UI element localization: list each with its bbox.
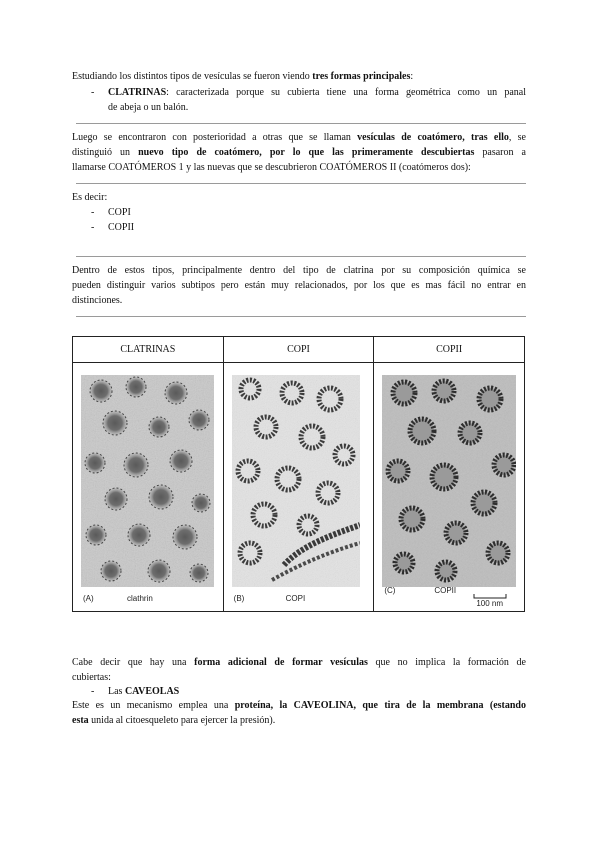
list-item-copii: COPII <box>108 222 135 233</box>
header-clatrinas: CLATRINAS <box>73 337 224 363</box>
panel-c-name: COPII <box>434 586 457 595</box>
cabe-line3 <box>72 698 526 713</box>
divider <box>76 256 526 257</box>
coatomero-line3: llamarse COATÓMEROS 1 y las nuevas que se descubrieron COATÓMEROS II (coatómeros dos): <box>72 162 471 173</box>
bullet-dash: - <box>91 207 95 218</box>
cabe-bold: que tira de la membrana (estando <box>356 700 526 711</box>
divider <box>76 183 526 184</box>
dentro-line3: distinciones. <box>72 295 123 306</box>
copii-image <box>382 375 516 609</box>
cabe-bold: esta <box>72 715 89 726</box>
bullet-dash: - <box>91 686 95 697</box>
scale-bar-label: 100 nm <box>476 599 503 608</box>
cabe-bold: forma adicional de formar vesículas <box>194 657 368 668</box>
coatomero-text-end: pasaron a <box>474 147 526 158</box>
divider <box>76 316 526 317</box>
coatomero-text: distinguió un <box>72 147 139 158</box>
caveolas-prefix: Las <box>108 686 125 697</box>
intro-line <box>72 69 413 84</box>
bullet-dash: - <box>91 87 95 98</box>
panel-b-letter: (B) <box>233 594 245 603</box>
cabe-text: Este es un mecanismo emplea una <box>72 700 235 711</box>
panel-clathrin-cell <box>73 363 224 612</box>
es-decir-heading: Es decir: <box>72 192 108 203</box>
intro-text: Estudiando los distintos tipos de vesículas se fueron viendo <box>72 71 313 82</box>
cabe-text: Cabe decir que hay una <box>72 657 195 668</box>
header-copii: COPII <box>374 337 525 363</box>
caveolas-bold: CAVEOLAS <box>124 686 180 697</box>
coatomero-text: Luego se encontraron con posterioridad a otras que se llaman <box>72 132 358 143</box>
clathrin-micrograph <box>81 375 214 609</box>
cabe-line1 <box>72 655 526 670</box>
divider <box>76 123 526 124</box>
coatomero-line2 <box>72 145 526 160</box>
bullet-dash: - <box>91 222 95 233</box>
coatomero-text-end: , se <box>508 132 526 143</box>
intro-colon: : <box>410 71 414 82</box>
cabe-line4 <box>72 713 275 728</box>
coatomero-bold: nuevo tipo de coatómero, por lo que las primeramente descubiertas <box>138 147 475 158</box>
copi-micrograph <box>232 375 360 609</box>
panel-c-letter: (C) <box>384 586 396 595</box>
panel-a-name: clathrin <box>127 594 153 603</box>
clatrinas-bold: CLATRINAS <box>108 87 167 98</box>
panel-copi-cell <box>223 363 374 612</box>
cabe-text-end: unida al citoesqueleto para ejercer la presión). <box>88 715 276 726</box>
clatrinas-bullet-line1 <box>108 85 526 100</box>
list-item-copi: COPI <box>108 207 131 218</box>
panel-a-letter: (A) <box>83 594 94 603</box>
cabe-text-end: que no implica la formación de <box>367 657 526 668</box>
panel-copii-cell <box>374 363 525 612</box>
dentro-line1: Dentro de estos tipos, principalmente dentro del tipo de clatrina por su composición química se <box>72 265 526 276</box>
intro-bold: tres formas principales <box>312 71 411 82</box>
cabe-line2: cubiertas: <box>72 672 111 683</box>
dentro-line2: pueden distinguir varios subtipos pero están muy relacionados, por los que es mas fácil no entrar en <box>72 280 526 291</box>
caveolas-item <box>108 684 179 699</box>
clathrin-image <box>81 375 214 609</box>
copii-micrograph <box>382 375 516 609</box>
coatomero-bold: vesículas de coatómero, tras ello <box>357 132 509 143</box>
panel-b-name: COPI <box>285 594 306 603</box>
copi-image <box>232 375 360 609</box>
header-copi: COPI <box>223 337 374 363</box>
cabe-bold: proteína, la CAVEOLINA, <box>234 700 357 711</box>
clatrinas-desc: : caracterizada porque su cubierta tiene una forma geométrica como un panal <box>166 87 526 98</box>
clatrinas-bullet-line2: de abeja o un balón. <box>108 102 189 113</box>
coatomero-line1 <box>72 130 526 145</box>
vesicle-table <box>72 336 525 612</box>
